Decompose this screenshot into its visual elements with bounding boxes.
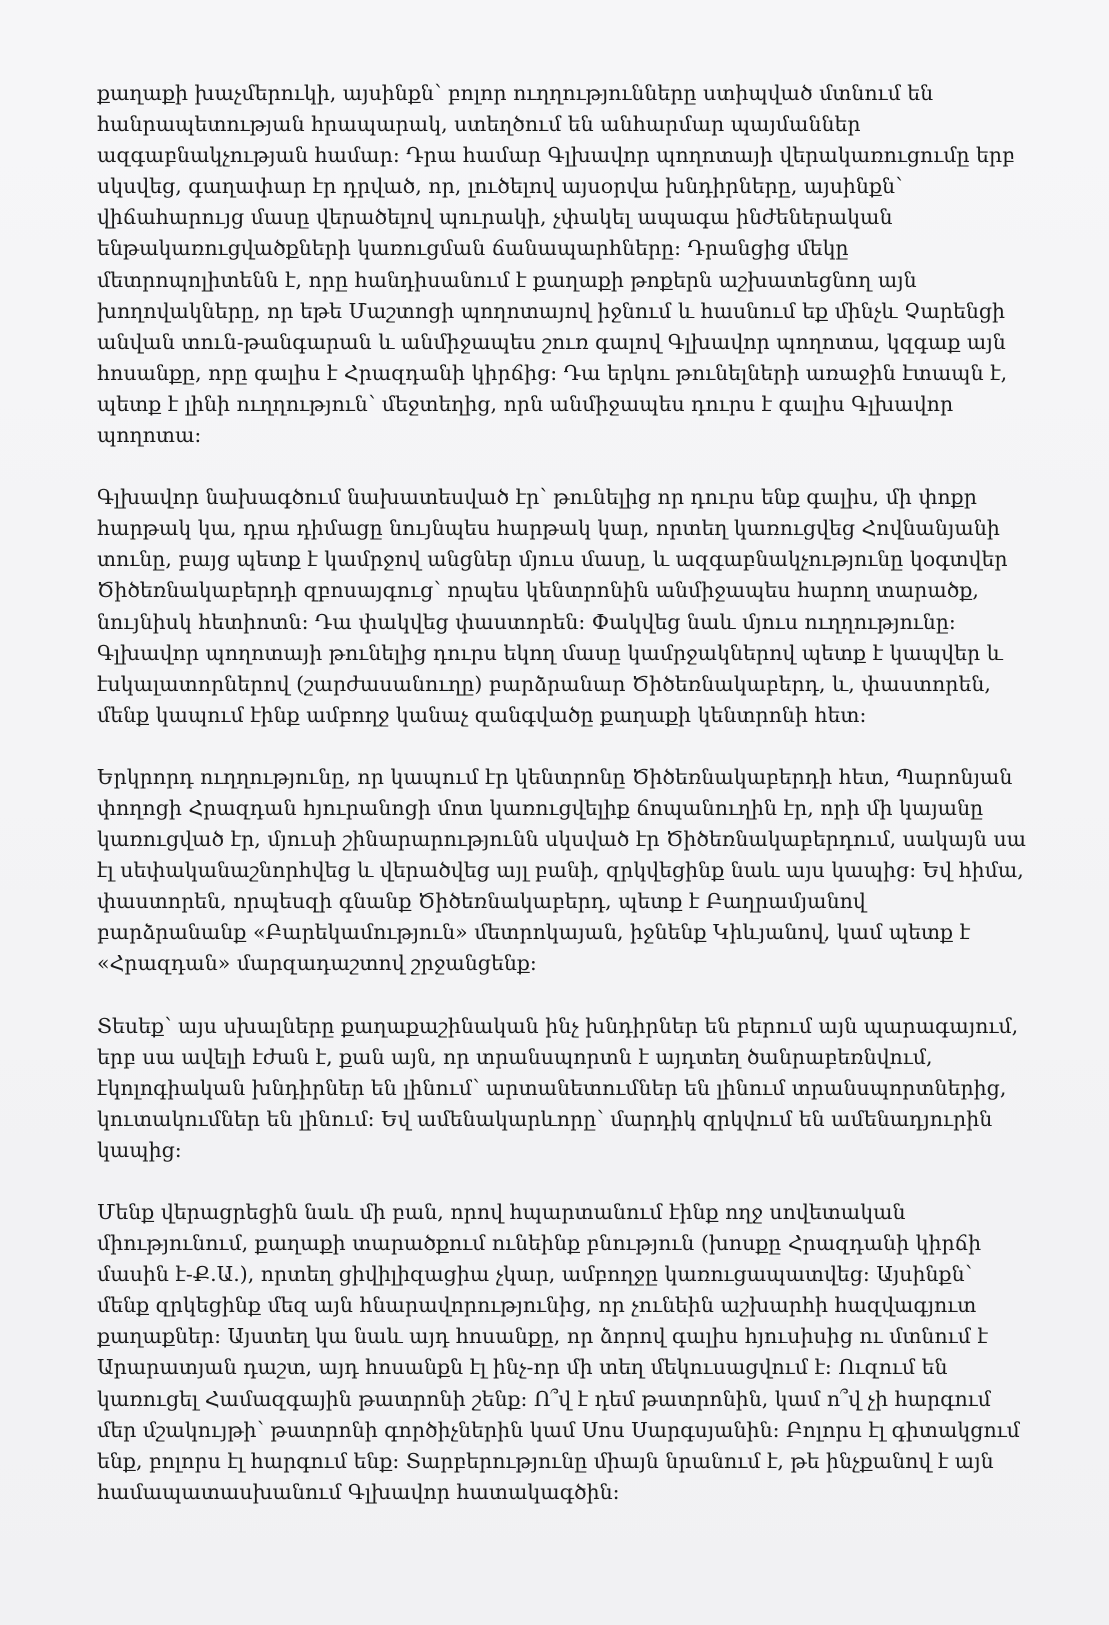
text-line: կուտակումներ են լինում: Եվ ամենակարևորը՝ մարդիկ զրկվում են ամենադյուրին [97, 1106, 993, 1131]
text-line: հանրապետության հրապարակ, ստեղծում են անհարմար պայմաններ [97, 112, 861, 137]
text-line: քաղաքներ: Այստեղ կա նաև այդ հոսանքը, որ ձորով գալիս հյուսիսից ու մտնում է [97, 1324, 988, 1349]
text-line: էկոլոգիական խնդիրներ են լինում՝ արտանետումներ են լինում տրանսպորտներից, [97, 1075, 1007, 1100]
text-line: պետք է լինի ուղղություն՝ մեջտեղից, որն անմիջապես դուրս է գալիս Գլխավոր [97, 391, 954, 416]
text-line: ենթակառուցվածքների կառուցման ճանապարհները: Դրանցից մեկը [97, 236, 849, 261]
text-line: պողոտա: [97, 423, 202, 448]
paragraph-1 [97, 78, 1037, 451]
paragraph-2 [97, 482, 1037, 731]
text-line: քաղաքի խաչմերուկի, այսինքն՝ բոլոր ուղղությունները ստիպված մտնում են [97, 81, 934, 105]
text-line: էսկալատորներով (շարժասանուղը) բարձրանար Ծիծեռնակաբերդ, և, փաստորեն, [97, 671, 991, 696]
text-line: Գլխավոր նախագծում նախատեսված էր՝ թունելից որ դուրս ենք գալիս, մի փոքր [97, 485, 977, 510]
text-line: կառուցել Համազգային թատրոնի շենք: Ո՞վ է դեմ թատրոնին, կամ ո՞վ չի հարգում [97, 1386, 991, 1411]
text-line: բարձրանանք «Բարեկամություն» մետրոկայան, իջնենք Կիևյանով, կամ պետք է [97, 920, 971, 945]
paragraph-5 [97, 1197, 1037, 1508]
text-line: փաստորեն, որպեսզի գնանք Ծիծեռնակաբերդ, պետք է Բաղրամյանով [97, 889, 866, 914]
text-line: երբ սա ավելի էժան է, քան այն, որ տրանսպորտն է այդտեղ ծանրաբեռնվում, [97, 1044, 933, 1069]
text-line: «Հրազդան» մարզադաշտով շրջանցենք: [97, 951, 537, 976]
text-line: Ծիծեռնակաբերդի զբոսայգուց՝ որպես կենտրոնին անմիջապես հարող տարածք, [97, 578, 979, 603]
text-line: տունը, բայց պետք է կամրջով անցներ մյուս մասը, և ազգաբնակչությունը կօգտվեր [97, 547, 1008, 572]
text-line: հոսանքը, որը գալիս է Հրազդանի կիրճից: Դա երկու թունելների առաջին էտապն է, [97, 360, 1008, 385]
text-line: կառուցված էր, մյուսի շինարարությունն սկսված էր Ծիծեռնակաբերդում, սակայն սա [97, 827, 1027, 852]
text-line: փողոցի Հրազդան հյուրանոցի մոտ կառուցվելիք ճոպանուղին էր, որի մի կայանը [97, 795, 984, 820]
text-line: մասին է-Ք.Ա.), որտեղ ցիվիլիզացիա չկար, ամբողջը կառուցապատվեց: Այսինքն՝ [97, 1262, 973, 1287]
text-line: մենք կապում էինք ամբողջ կանաչ զանգվածը քաղաքի կենտրոնի հետ: [97, 702, 867, 727]
text-line: սկսվեց, գաղափար էր դրված, որ, լուծելով այսօրվա խնդիրները, այսինքն՝ [97, 174, 903, 199]
text-line: Տեսեք՝ այս սխալները քաղաքաշինական ինչ խնդիրներ են բերում այն պարագայում, [97, 1013, 1019, 1038]
text-line: համապատասխանում Գլխավոր հատակագծին: [97, 1479, 620, 1504]
paragraph-4 [97, 1011, 1037, 1166]
text-line: Արարատյան դաշտ, այդ հոսանքն էլ ինչ-որ մի տեղ մեկուսացվում է: Ուզում են [97, 1355, 948, 1380]
text-line: վիճահարույց մասը վերածելով պուրակի, չփակել ապագա ինժեներական [97, 205, 893, 230]
text-line: Երկրորդ ուղղությունը, որ կապում էր կենտրոնը Ծիծեռնակաբերդի հետ, Պարոնյան [97, 764, 1013, 789]
text-line: մեր մշակույթի՝ թատրոնի գործիչներին կամ Սոս Սարգսյանին: Բոլորս էլ գիտակցում [97, 1417, 1020, 1442]
paragraph-3 [97, 762, 1037, 980]
text-line: հարթակ կա, դրա դիմացը նույնպես հարթակ կար, որտեղ կառուցվեց Հովնանյանի [97, 516, 1000, 541]
text-line: ազգաբնակչության համար: Դրա համար Գլխավոր պողոտայի վերակառուցումը երբ [97, 143, 1015, 168]
text-line: նույնիսկ հետիոտն: Դա փակվեց փաստորեն: Փակվեց նաև մյուս ուղղությունը: [97, 609, 956, 634]
text-line: Գլխավոր պողոտայի թունելից դուրս եկող մասը կամրջակներով պետք է կապվեր և [97, 640, 1003, 665]
text-line: խողովակները, որ եթե Մաշտոցի պողոտայով իջնում և հասնում եք մինչև Չարենցի [97, 298, 1006, 323]
text-line: մենք զրկեցինք մեզ այն հնարավորությունից, որ չունեին աշխարհի հազվագյուտ [97, 1293, 977, 1318]
document-body [97, 78, 1037, 1539]
text-line: անվան տուն-թանգարան և անմիջապես շուռ գալով Գլխավոր պողոտա, կզգաք այն [97, 329, 1006, 354]
text-line: էլ սեփականաշնորհվեց և վերածվեց այլ բանի, զրկվեցինք նաև այս կապից: Եվ հիմա, [97, 858, 1024, 883]
text-line: միությունում, քաղաքի տարածքում ունեինք բնություն (խոսքը Հրազդանի կիրճի [97, 1231, 982, 1256]
text-line: մետրոպոլիտենն է, որը հանդիսանում է քաղաքի թոքերն աշխատեցնող այն [97, 267, 917, 292]
text-line: ենք, բոլորս էլ հարգում ենք: Տարբերությունը միայն նրանում է, թե ինչքանով է այն [97, 1448, 994, 1473]
text-line: Մենք վերացրեցին նաև մի բան, որով հպարտանում էինք ողջ սովետական [97, 1200, 906, 1224]
text-line: կապից: [97, 1137, 182, 1162]
